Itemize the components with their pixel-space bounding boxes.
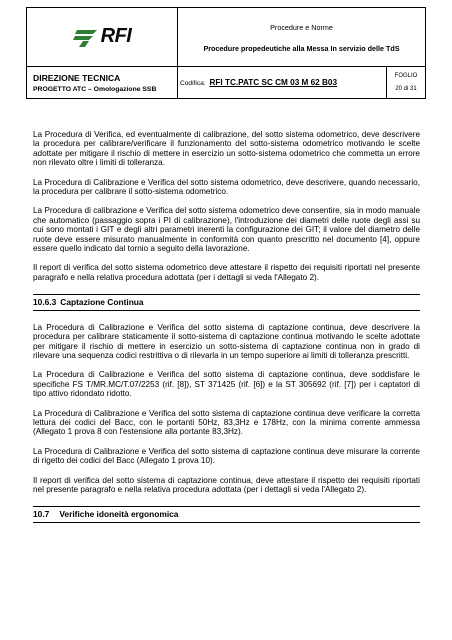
title-cell bbox=[178, 8, 426, 67]
section-rule bbox=[33, 294, 420, 295]
paragraph: La Procedura di Calibrazione e Verifica del sotto sistema di captazione continua deve verificare la corretta lettura dei codici del Bacc, con le portanti 50Hz, 83,3Hz e 178Hz, con la minima corrente ammessa (Allegato 1 prova 8 con l'estensione alla portante 83,3Hz). bbox=[33, 408, 420, 437]
rfi-logo bbox=[73, 25, 132, 48]
paragraph: La Procedura di Calibrazione e Verifica del sotto sistema di captazione continua, deve descrivere la procedura per calibrare staticamente il sotto-sistema di captazione continua motivando le scelte adottate per mitigare il rischio di mettere in esercizio un sotto-sistema di captazione continua non in grado di rilevare una sequenza codici restrittiva o di rilevarla in un tempo superiore ai limiti di tolleranza prescritti. bbox=[33, 322, 420, 360]
code-cell bbox=[178, 67, 387, 99]
direction-label: DIREZIONE TECNICA bbox=[33, 72, 121, 83]
rfi-logo-icon bbox=[73, 26, 99, 48]
section-number: 10.6.3 bbox=[33, 297, 57, 308]
paragraph: La Procedura di calibrazione e Verifica del sotto sistema odometrico deve consentire, sia in modo manuale che automatico (passaggio sopra i PI di calibrazione), l'introduzione dei diametri delle ruote degli assi su cui sono montati i GIT e degli altri parametri inerenti la configurazione dei GIT; il valore del diametro delle ruote deve essere misurato manualmente in conformità con quanto prescritto nel documento [4], oppure essere quello indicato dal tornio a seguito della lavorazione. bbox=[33, 206, 420, 254]
doc-category: Procedure e Norme bbox=[270, 23, 333, 32]
section-title: Verifiche idoneità ergonomica bbox=[59, 509, 179, 520]
project-label: PROGETTO ATC – Omologazione SSB bbox=[33, 85, 157, 93]
section-number: 10.7 bbox=[33, 509, 50, 520]
section-title: Captazione Continua bbox=[60, 297, 144, 308]
direction-cell bbox=[27, 67, 178, 99]
code-value: RFI TC.PATC SC CM 03 M 62 B03 bbox=[209, 78, 338, 87]
logo-cell bbox=[27, 8, 178, 67]
logo-text: RFI bbox=[100, 25, 132, 48]
section-heading-captazione bbox=[33, 298, 420, 310]
paragraph: La Procedura di Calibrazione e Verifica del sotto sistema di captazione continua deve misurare la corrente di rigetto dei codici del Bacc (Allegato 1 prova 10). bbox=[33, 446, 420, 466]
sheet-cell bbox=[387, 67, 426, 99]
paragraph: La Procedura di Verifica, ed eventualmente di calibrazione, del sotto sistema odometrico, deve descrivere la procedura per calibrare/verificare il funzionamento del sotto-sistema odometrico motivando le scelte adottate per mitigare il rischio di mettere in esercizio un sotto-sistema odometrico che commetta un errore non rilevato oltre i limiti di tolleranza. bbox=[33, 130, 420, 168]
section-heading-ergonomia bbox=[33, 510, 420, 522]
paragraph: Il report di verifica del sotto sistema di captazione continua, deve attestare il rispetto dei requisiti riportati nel presente paragrafo e nella relativa procedura adottata (per i dettagli si veda l'Allegato 2). bbox=[33, 475, 420, 494]
document-body bbox=[33, 130, 420, 523]
sheet-label: FOGLIO bbox=[394, 73, 418, 79]
document-header bbox=[26, 7, 426, 99]
sheet-value: 20 di 31 bbox=[395, 86, 417, 92]
paragraph: Il report di verifica del sotto sistema odometrico deve attestare il rispetto dei requisiti riportati nel presente paragrafo e nella relativa procedura adottata (per i dettagli si veda l'Allegato 2). bbox=[33, 263, 420, 282]
doc-title: Procedure propedeutiche alla Messa In servizio delle TdS bbox=[203, 44, 400, 53]
paragraph: La Procedura di Calibrazione e Verifica del sotto sistema odometrico, deve descrivere, quando necessario, la procedura per calibrare il sotto-sistema odometrico. bbox=[33, 177, 420, 197]
paragraph: La Procedura di Calibrazione e Verifica del sotto sistema di captazione continua, deve soddisfare le specifiche FS T/MR.MC/T.07/2253 (rif. [8]), ST 371425 (rif. [6]) e la ST 305692 (rif. [7]) per i captatori di tipo attivo ridondato ridotto. bbox=[33, 370, 420, 399]
section-rule bbox=[33, 506, 420, 507]
code-label: Codifica: bbox=[180, 80, 206, 87]
